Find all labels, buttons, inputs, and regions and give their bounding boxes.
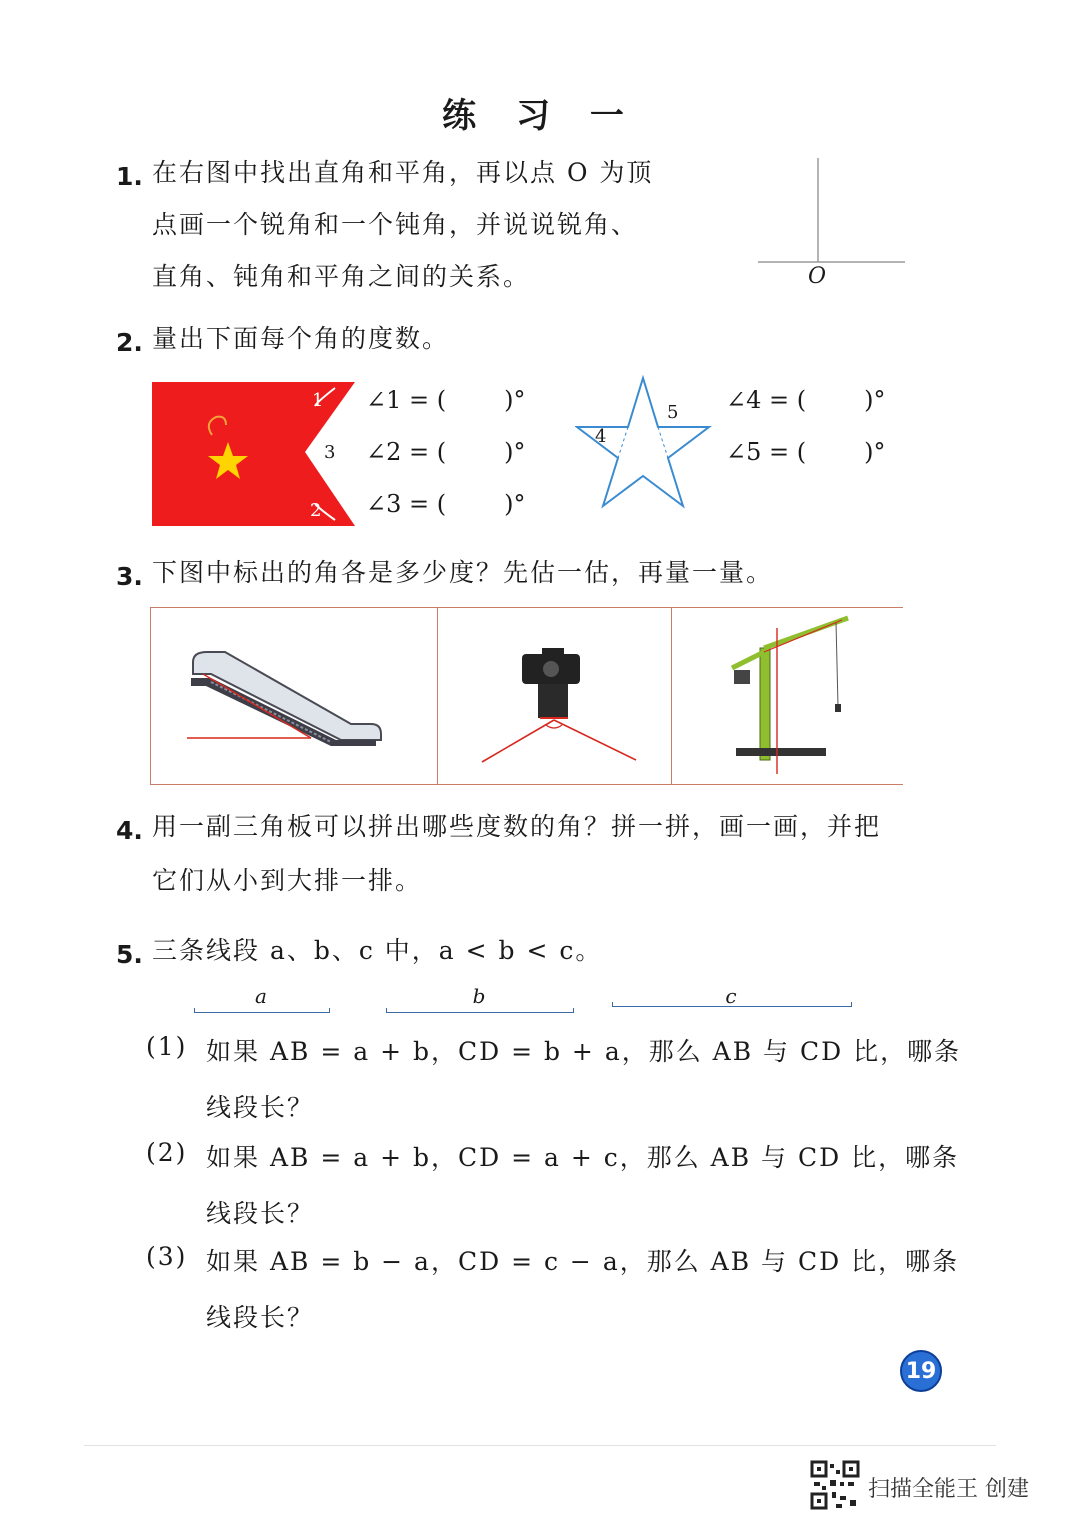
flag-angle-1-label: 1 [312,390,324,411]
q1-line3: 直角、钝角和平角之间的关系。 [152,262,531,291]
segment-c-label: c [725,984,737,1008]
q5-text: 三条线段 a、b、c 中，a < b < c。 [152,936,603,965]
q5-sub3-label: (3) [146,1242,188,1271]
point-o-label: O [808,264,827,289]
angle-3-blank: ∠3 = ( )° [366,490,526,518]
footer-divider [84,1445,996,1446]
q5-sub1-label: (1) [146,1032,188,1061]
q5-sub2-line2: 线段长？ [206,1199,315,1228]
q2-number: 2. [116,328,143,357]
escalator-picture [151,608,438,784]
q1-number: 1. [116,162,143,191]
q2-text: 量出下面每个角的度数。 [152,324,450,353]
q5-sub1-line1: 如果 AB = a + b，CD = b + a，那么 AB 与 CD 比，哪条 [206,1037,962,1066]
flag-angle-2-label: 2 [310,500,322,521]
q5-number: 5. [116,940,143,969]
angle-4-blank: ∠4 = ( )° [726,386,886,414]
tower-crane-picture [672,608,903,784]
camera-tripod-picture [438,608,672,784]
angle-5-blank: ∠5 = ( )° [726,438,886,466]
q5-sub3-line1: 如果 AB = b − a，CD = c − a，那么 AB 与 CD 比，哪条 [206,1247,960,1276]
segment-b [386,1008,574,1013]
q3-text: 下图中标出的角各是多少度？先估一估，再量一量。 [152,558,774,587]
flag-angle-3-label: 3 [324,442,336,463]
q5-sub3-line2: 线段长？ [206,1303,315,1332]
page-number-badge: 19 [900,1350,942,1392]
q1-line1: 在右图中找出直角和平角，再以点 O 为顶 [152,158,654,187]
q4-number: 4. [116,816,143,845]
q3-picture-strip [150,607,903,785]
segment-a [194,1008,330,1013]
angle-2-blank: ∠2 = ( )° [366,438,526,466]
q4-line1: 用一副三角板可以拼出哪些度数的角？拼一拼，画一画，并把 [152,812,882,841]
q5-sub2-line1: 如果 AB = a + b，CD = a + c，那么 AB 与 CD 比，哪条 [206,1143,960,1172]
exercise-title: 练 习 一 [442,96,638,136]
angle-1-blank: ∠1 = ( )° [366,386,526,414]
qr-code-icon [810,1460,860,1510]
q3-number: 3. [116,562,143,591]
q5-sub2-label: (2) [146,1138,188,1167]
segment-a-label: a [255,984,267,1008]
footer-caption: 扫描全能王 创建 [868,1477,1029,1502]
q1-line2: 点画一个锐角和一个钝角，并说说锐角、 [152,210,639,239]
star-angle-5-label: 5 [667,402,679,423]
q5-sub1-line2: 线段长？ [206,1093,315,1122]
segment-b-label: b [472,984,486,1008]
angle-figure-o [750,150,920,300]
segment-c [612,1002,852,1007]
q4-line2: 它们从小到大排一排。 [152,866,423,895]
star-angle-4-label: 4 [595,426,607,447]
